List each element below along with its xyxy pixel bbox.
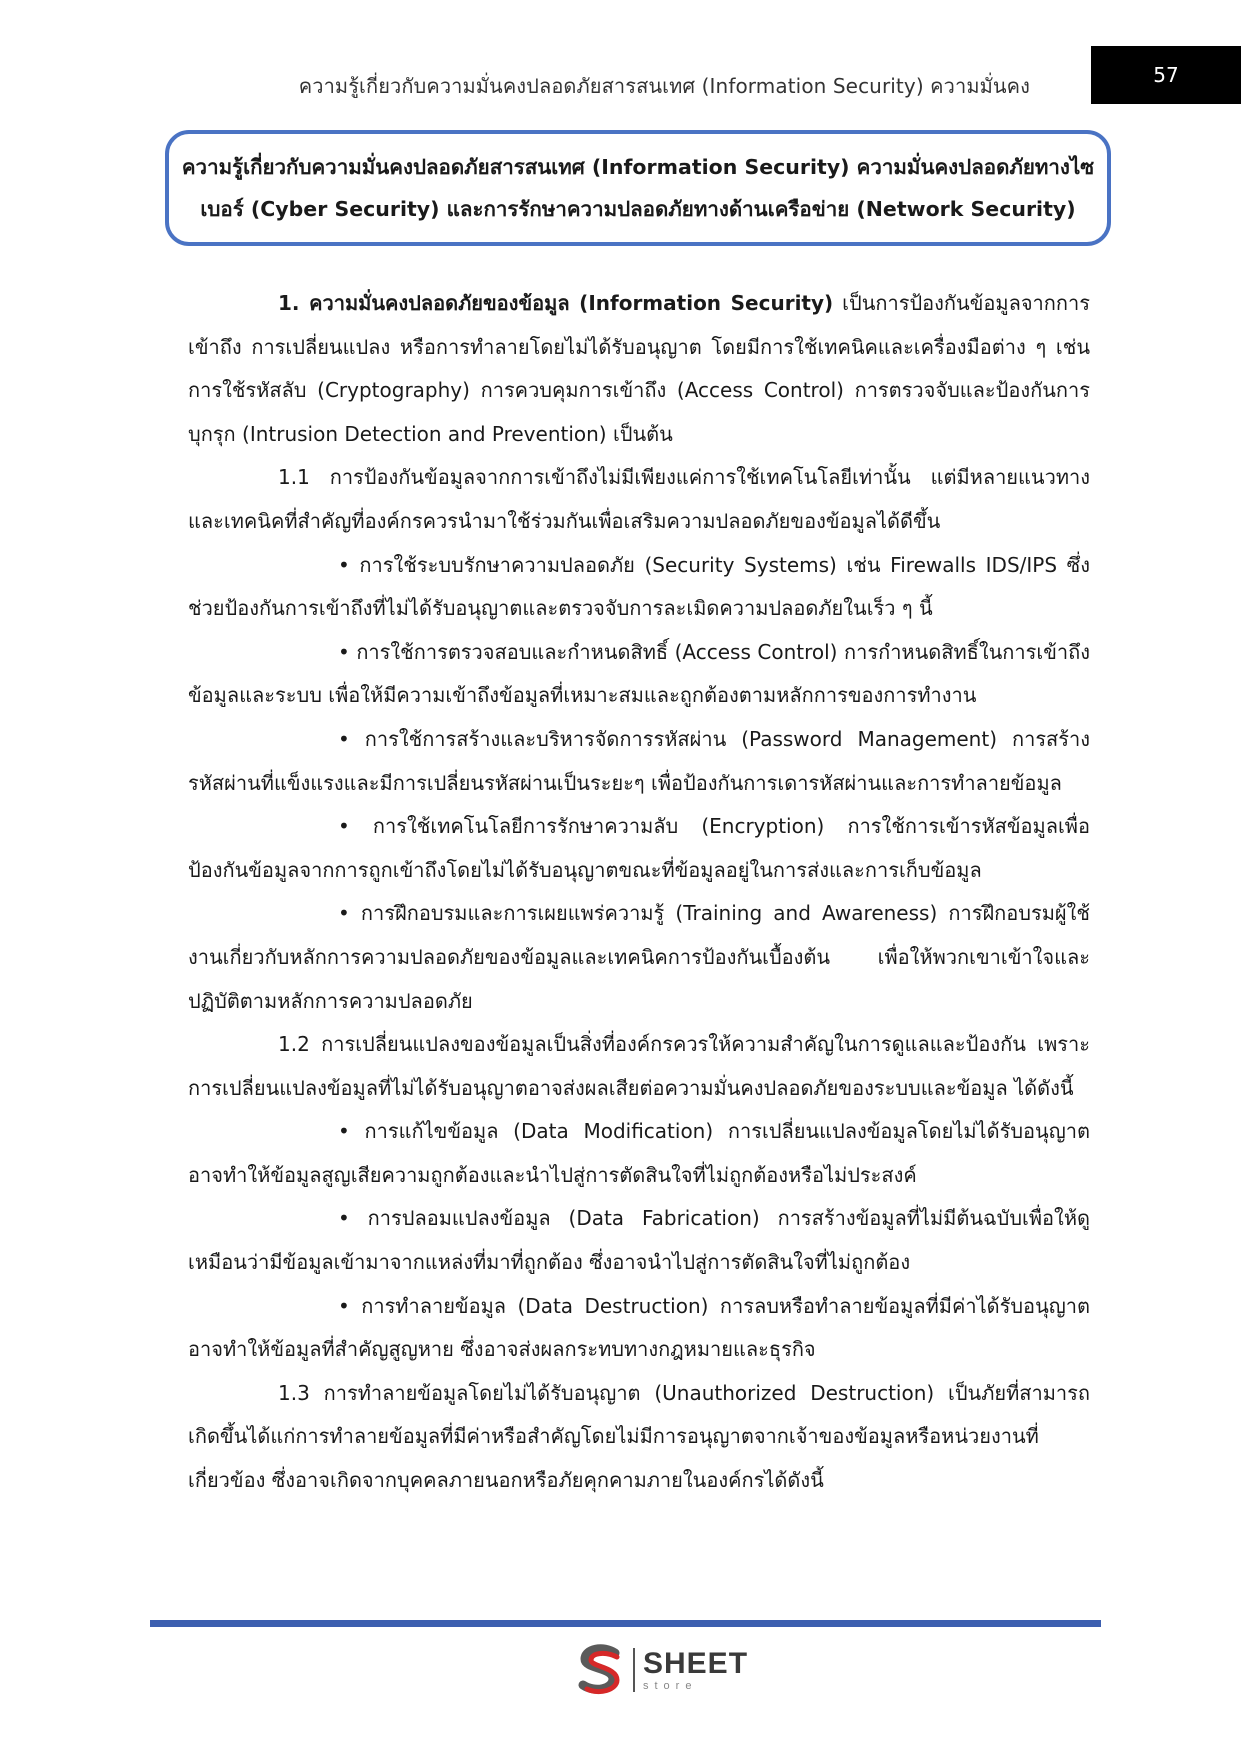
- section-1-1-paragraph: 1.1 การป้องกันข้อมูลจากการเข้าถึงไม่มีเพียงแค่การใช้เทคโนโลยีเท่านั้น แต่มีหลายแนวทางและเทคนิคที่สำคัญที่องค์กรควรนำมาใช้ร่วมกันเพื่อเสริมความปลอดภัยของข้อมูลได้ดีขึ้น: [188, 465, 1090, 533]
- chapter-title-box: [165, 130, 1111, 246]
- chapter-title-line-2: เบอร์ (Cyber Security) และการรักษาความปลอดภัยทางด้านเครือข่าย (Network Security): [200, 197, 1076, 221]
- logo-divider: [633, 1648, 635, 1692]
- sheet-store-logo: [575, 1643, 748, 1697]
- section-1-text: เป็นการป้องกันข้อมูลจากการเข้าถึง การเปลี่ยนแปลง หรือการทำลายโดยไม่ได้รับอนุญาต โดยมีการใช้เทคนิคและเครื่องมือต่าง ๆ เช่น การใช้รหัสลับ (Cryptography) การควบคุมการเข้าถึง (Access Control) การตรวจจับและป้องกันการบุกรุก (Intrusion Detection and Prevention) เป็นต้น: [188, 291, 1090, 446]
- running-header: ความรู้เกี่ยวกับความมั่นคงปลอดภัยสารสนเทศ (Information Security) ความมั่นคง: [298, 74, 1030, 98]
- logo-sheet-text: SHEET: [643, 1646, 749, 1680]
- sheet-store-logo-icon: [575, 1643, 627, 1697]
- section-1-heading: 1. ความมั่นคงปลอดภัยของข้อมูล (Information Security): [278, 291, 834, 315]
- section-1-3-paragraph: 1.3 การทำลายข้อมูลโดยไม่ได้รับอนุญาต (Unauthorized Destruction) เป็นภัยที่สามารถเกิดขึ้นได้แก่การทำลายข้อมูลที่มีค่าหรือสำคัญโดยไม่มีการอนุญาตจากเจ้าของข้อมูลหรือหน่วยงานที่เกี่ยวข้อง ซึ่งอาจเกิดจากบุคคลภายนอกหรือภัยคุกคามภายในองค์กรได้ดังนี้: [188, 1380, 1090, 1493]
- bullet-data-fabrication: • การปลอมแปลงข้อมูล (Data Fabrication) การสร้างข้อมูลที่ไม่มีต้นฉบับเพื่อให้ดูเหมือนว่ามีข้อมูลเข้ามาจากแหล่งที่มาที่ถูกต้อง ซึ่งอาจนำไปสู่การตัดสินใจที่ไม่ถูกต้อง: [188, 1206, 1090, 1275]
- bullet-access-control: • การใช้การตรวจสอบและกำหนดสิทธิ์ (Access Control) การกำหนดสิทธิ์ในการเข้าถึงข้อมูลและระบบ เพื่อให้มีความเข้าถึงข้อมูลที่เหมาะสมและถูกต้องตามหลักการของการทำงาน: [188, 639, 1090, 708]
- bullet-training-awareness: • การฝึกอบรมและการเผยแพร่ความรู้ (Training and Awareness) การฝึกอบรมผู้ใช้งานเกี่ยวกับหลักการความปลอดภัยของข้อมูลและเทคนิคการป้องกันเบื้องต้น เพื่อให้พวกเขาเข้าใจและปฏิบัติตามหลักการความปลอดภัย: [188, 901, 1090, 1013]
- footer-divider: [150, 1620, 1101, 1627]
- logo-store-text: store: [643, 1679, 698, 1692]
- bullet-password-management: • การใช้การสร้างและบริหารจัดการรหัสผ่าน (Password Management) การสร้างรหัสผ่านที่แข็งแรงและมีการเปลี่ยนรหัสผ่านเป็นระยะๆ เพื่อป้องกันการเดารหัสผ่านและการทำลายข้อมูล: [188, 726, 1090, 795]
- section-1-2-paragraph: 1.2 การเปลี่ยนแปลงของข้อมูลเป็นสิ่งที่องค์กรควรให้ความสำคัญในการดูแลและป้องกัน เพราะการเปลี่ยนแปลงข้อมูลที่ไม่ได้รับอนุญาตอาจส่งผลเสียต่อความมั่นคงปลอดภัยของระบบและข้อมูล ได้ดังนี้: [188, 1032, 1090, 1100]
- section-1-paragraph: [188, 282, 1090, 456]
- bullet-security-systems: • การใช้ระบบรักษาความปลอดภัย (Security Systems) เช่น Firewalls IDS/IPS ซึ่งช่วยป้องกันการเข้าถึงที่ไม่ได้รับอนุญาตและตรวจจับการละเมิดความปลอดภัยในเร็ว ๆ นี้: [188, 552, 1090, 621]
- bullet-data-destruction: • การทำลายข้อมูล (Data Destruction) การลบหรือทำลายข้อมูลที่มีค่าได้รับอนุญาต อาจทำให้ข้อมูลที่สำคัญสูญหาย ซึ่งอาจส่งผลกระทบทางกฎหมายและธุรกิจ: [188, 1293, 1090, 1362]
- page-number: 57: [1091, 46, 1241, 104]
- body-text: [188, 282, 1090, 1503]
- bullet-data-modification: • การแก้ไขข้อมูล (Data Modification) การเปลี่ยนแปลงข้อมูลโดยไม่ได้รับอนุญาต อาจทำให้ข้อมูลสูญเสียความถูกต้องและนำไปสู่การตัดสินใจที่ไม่ถูกต้องหรือไม่ประสงค์: [188, 1119, 1090, 1187]
- bullet-encryption: • การใช้เทคโนโลยีการรักษาความลับ (Encryption) การใช้การเข้ารหัสข้อมูลเพื่อป้องกันข้อมูลจากการถูกเข้าถึงโดยไม่ได้รับอนุญาตขณะที่ข้อมูลอยู่ในการส่งและการเก็บข้อมูล: [188, 814, 1090, 882]
- chapter-title-line-1: ความรู้เกี่ยวกับความมั่นคงปลอดภัยสารสนเทศ (Information Security) ความมั่นคงปลอดภัยทางไซ: [181, 155, 1095, 179]
- logo-text: [643, 1646, 749, 1692]
